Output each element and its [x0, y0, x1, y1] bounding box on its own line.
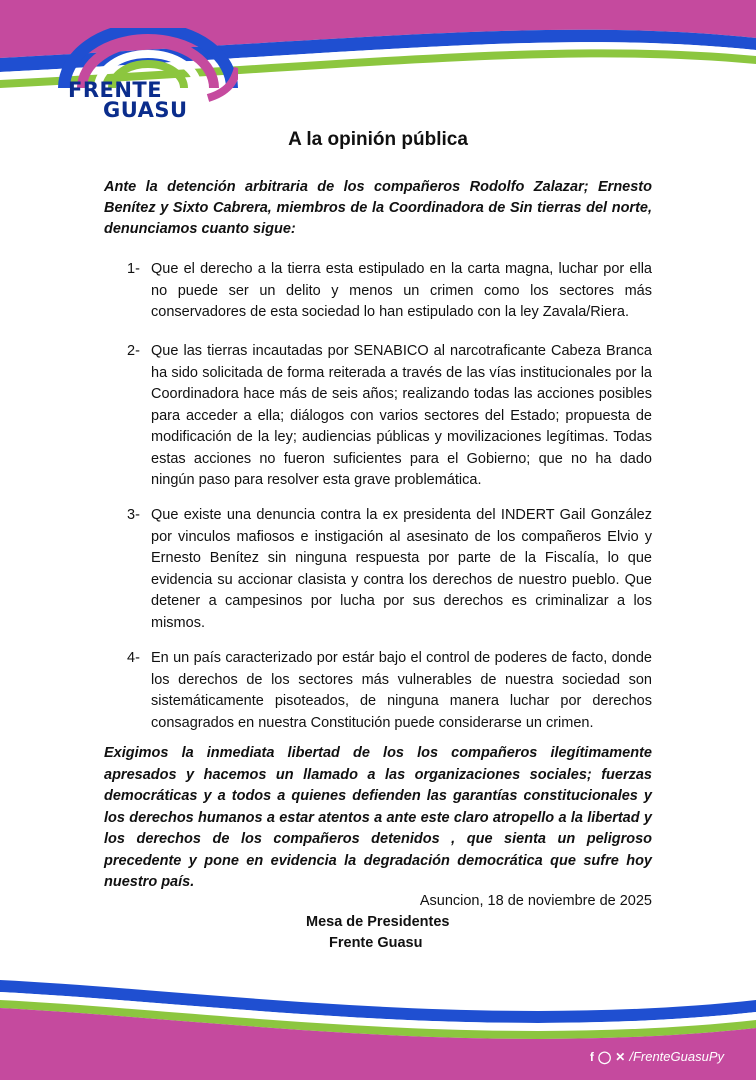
list-item: [127, 505, 652, 634]
item-text: Que el derecho a la tierra esta estipulado en la carta magna, luchar por ella no puede ser un delito y menos un crimen como los sectores más conservadores de esta sociedad lo han estipulado con la ley Zavala/Riera.: [151, 261, 652, 320]
page-title: A la opinión pública: [288, 129, 468, 150]
item-number: 1-: [127, 261, 140, 277]
instagram-icon: ◯: [597, 1049, 612, 1064]
x-icon: ✕: [615, 1049, 626, 1064]
closing-paragraph: Exigimos la inmediata libertad de los los compañeros ilegítimamente apresados y hacemos un llamado a las organizaciones sociales; fuerzas democráticas y a todos a quienes defienden las garantías constitucionales y los derechos humanos a estar atentos a ante este claro atropello a la libertad y los derechos de los compañeros detenidos , que sienta un peligroso precedente y pone en evidencia la degradación democrática que sufre hoy nuestro país.: [104, 745, 652, 890]
list-item: [127, 341, 652, 492]
list-item: [127, 648, 652, 734]
logo-line2: GUASU: [103, 98, 188, 122]
frente-guasu-logo: [58, 28, 238, 128]
list-item: [127, 259, 652, 324]
date-line: Asuncion, 18 de noviembre de 2025: [419, 893, 652, 909]
item-text: Que existe una denuncia contra la ex presidenta del INDERT Gail González por vinculos mafiosos e instigación al asesinato de los compañeros Elvio y Ernesto Benítez sin ninguna respuesta por parte de la Fiscalía, lo que evidencia su accionar clasista y contra los derechos de nuestro pueblo. Que detener a campesinos por lucha por sus derechos es criminalizar a los mismos.: [151, 507, 652, 631]
item-text: En un país caracterizado por estár bajo el control de poderes de facto, donde los derechos de los sectores más vulnerables de nuestra sociedad son sistemáticamente pisoteados, de ninguna manera luchar por derechos consagrados en nuestra Constitución puede considerarse un crimen.: [151, 650, 652, 731]
facebook-icon: f: [589, 1049, 594, 1064]
signature-line1: Mesa de Presidentes: [306, 914, 450, 930]
item-number: 2-: [127, 343, 140, 359]
intro-paragraph: Ante la detención arbitraria de los compañeros Rodolfo Zalazar; Ernesto Benítez y Sixto Cabrera, miembros de la Coordinadora de Sin tierras del norte, denunciamos cuanto sigue:: [104, 179, 652, 237]
social-handle-text: /FrenteGuasuPy: [629, 1049, 724, 1064]
item-number: 3-: [127, 507, 140, 523]
logo-line1: FRENTE: [68, 78, 163, 102]
item-text: Que las tierras incautadas por SENABICO al narcotraficante Cabeza Branca ha sido solicitada de forma reiterada a través de las vías institucionales por la Coordinadora hace más de seis años; realizando todas las acciones posibles para acceder a ella; diálogos con varios sectores del Estado; propuesta de modificación de la ley; audiencias públicas y movilizaciones legítimas. Todas estas acciones no fueron suficientes para el Gobierno; que no ha dado ningún paso para resolver esta grave problemática.: [151, 343, 652, 488]
signature-line2: Frente Guasu: [329, 935, 423, 951]
social-handle: [590, 1049, 724, 1064]
item-number: 4-: [127, 650, 140, 666]
